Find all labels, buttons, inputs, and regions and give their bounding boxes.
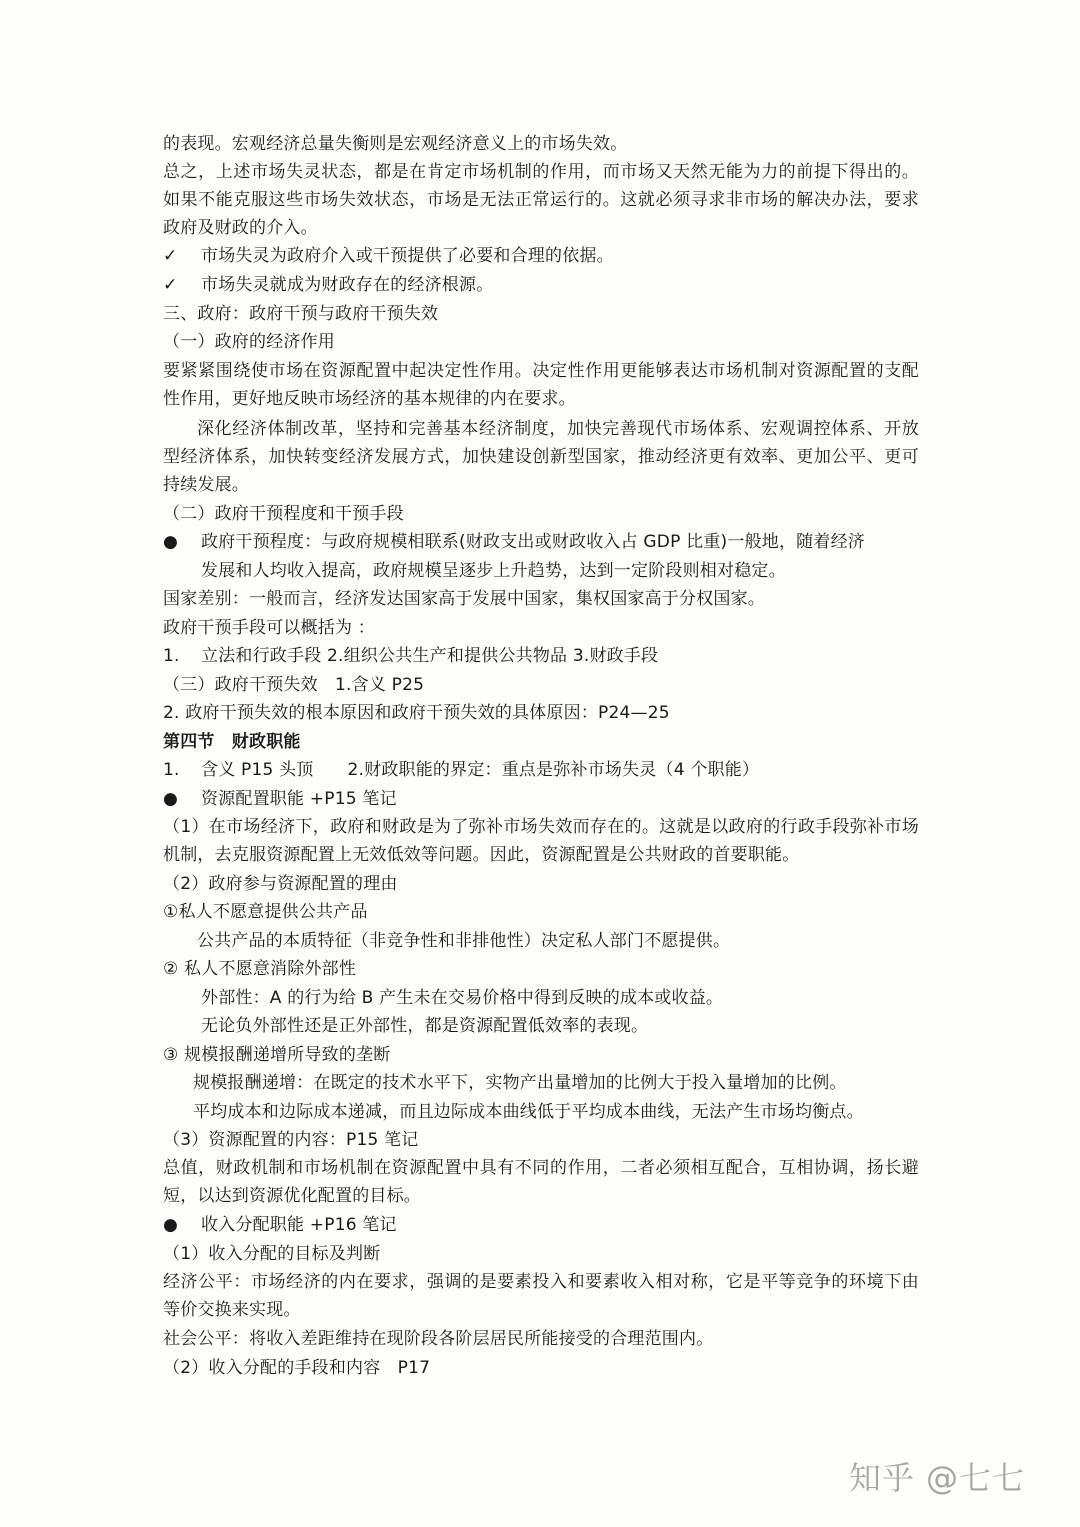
item-number: 1. [163, 646, 180, 666]
reason-heading: ② 私人不愿意消除外部性 [163, 959, 357, 979]
text-line: 国家差别：一般而言，经济发达国家高于发展中国家，集权国家高于分权国家。 [163, 589, 765, 609]
bullet-text: 资源配置职能 +P15 笔记 [201, 789, 397, 809]
subsection-heading: （一）政府的经济作用 [163, 332, 335, 352]
checklist-item [163, 242, 614, 270]
bullet-continuation: 发展和人均收入提高，政府规模呈逐步上升趋势，达到一定阶段则相对稳定。 [201, 561, 786, 581]
paragraph: 总值，财政机制和市场机制在资源配置中具有不同的作用，二者必须相互配合，互相协调，扬长避短，以达到资源优化配置的目标。 [163, 1158, 919, 1206]
text-line: （3）资源配置的内容：P15 笔记 [163, 1130, 419, 1150]
bullet-item [163, 785, 397, 813]
text-line: （1）收入分配的目标及判断 [163, 1244, 381, 1264]
section-heading: 三、政府：政府干预与政府干预失效 [163, 304, 439, 324]
item-text: 含义 P15 头顶 [201, 760, 314, 780]
item-text: 立法和行政手段 2.组织公共生产和提供公共物品 3.财政手段 [201, 646, 659, 666]
reason-detail: 外部性：A 的行为给 B 产生未在交易价格中得到反映的成本或收益。 [201, 988, 724, 1008]
reason-heading: ①私人不愿意提供公共产品 [163, 902, 368, 922]
text-line: 社会公平：将收入差距维持在现阶段各阶层居民所能接受的合理范围内。 [163, 1329, 714, 1349]
bullet-icon: ● [163, 532, 179, 552]
paragraph: 要紧紧围绕使市场在资源配置中起决定性作用。决定性作用更能够表达市场机制对资源配置的支配性作用，更好地反映市场经济的基本规律的内在要求。 [163, 361, 919, 409]
chapter-heading: 第四节 财政职能 [163, 732, 301, 752]
text-line: 2. 政府干预失效的根本原因和政府干预失效的具体原因：P24—25 [163, 703, 670, 723]
reason-heading: ③ 规模报酬递增所导致的垄断 [163, 1045, 391, 1065]
checkmark-icon: ✓ [163, 275, 178, 295]
bullet-text: 收入分配职能 +P16 笔记 [201, 1215, 397, 1235]
subsection-heading: （三）政府干预失效 1.含义 P25 [163, 675, 425, 695]
paragraph: 总之，上述市场失灵状态，都是在肯定市场机制的作用，而市场又天然无能为力的前提下得出的。如果不能克服这些市场失效状态，市场是无法正常运行的。这就必须寻求非市场的解决办法，要求政府及财政的介入。 [163, 162, 919, 238]
text-line: 的表现。宏观经济总量失衡则是宏观经济意义上的市场失效。 [163, 134, 628, 154]
text-line: 政府干预手段可以概括为 ： [163, 618, 376, 638]
checkmark-icon: ✓ [163, 246, 178, 266]
reason-detail: 规模报酬递增：在既定的技术水平下，实物产出量增加的比例大于投入量增加的比例。 [193, 1073, 847, 1093]
bullet-icon: ● [163, 789, 179, 809]
checklist-item [163, 271, 493, 299]
checklist-text: 市场失灵为政府介入或干预提供了必要和合理的依据。 [201, 246, 614, 266]
numbered-item [163, 642, 658, 670]
checklist-text: 市场失灵就成为财政存在的经济根源。 [201, 275, 494, 295]
reason-detail: 公共产品的本质特征（非竞争性和非排他性）决定私人部门不愿提供。 [197, 931, 731, 951]
paragraph: （1）在市场经济下，政府和财政是为了弥补市场失效而存在的。这就是以政府的行政手段弥补市场机制，去克服资源配置上无效低效等问题。因此，资源配置是公共财政的首要职能。 [163, 817, 919, 865]
zhihu-watermark: 知乎 @七七 [848, 1459, 1025, 1497]
reason-detail: 平均成本和边际成本递减，而且边际成本曲线低于平均成本曲线，无法产生市场均衡点。 [193, 1102, 864, 1122]
bullet-text: 政府干预程度：与政府规模相联系(财政支出或财政收入占 GDP 比重)一般地，随着经济 [201, 532, 865, 552]
bullet-item [163, 528, 865, 556]
text-line: （2）政府参与资源配置的理由 [163, 874, 398, 894]
paragraph: 经济公平：市场经济的内在要求，强调的是要素投入和要素收入相对称，它是平等竞争的环境下由等价交换来实现。 [163, 1272, 919, 1320]
bullet-icon: ● [163, 1215, 179, 1235]
item-number: 1. [163, 760, 180, 780]
reason-detail: 无论负外部性还是正外部性，都是资源配置低效率的表现。 [201, 1016, 649, 1036]
bullet-item [163, 1211, 397, 1239]
text-line: （2）收入分配的手段和内容 P17 [163, 1358, 431, 1378]
numbered-item [163, 756, 759, 784]
subsection-heading: （二）政府干预程度和干预手段 [163, 504, 404, 524]
paragraph: 深化经济体制改革，坚持和完善基本经济制度，加快完善现代市场体系、宏观调控体系、开放型经济体系，加快转变经济发展方式，加快建设创新型国家，推动经济更有效率、更加公平、更可持续发展。 [163, 419, 919, 495]
item-text: 2.财政职能的界定：重点是弥补市场失灵（4 个职能） [347, 760, 760, 780]
